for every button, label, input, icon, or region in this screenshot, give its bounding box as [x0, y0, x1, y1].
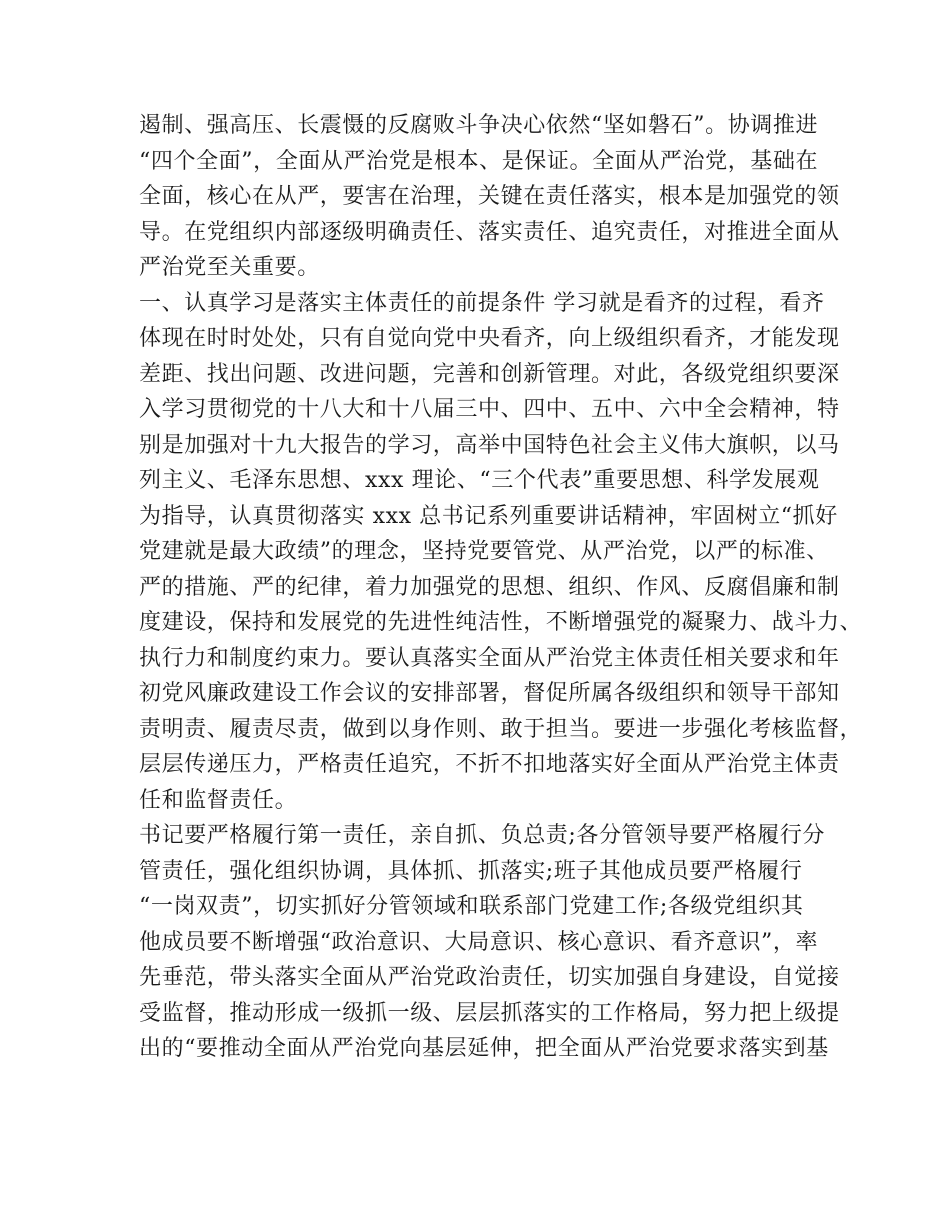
text-line: 管责任，强化组织协调，具体抓、抓落实;班子其他成员要严格履行 — [139, 858, 803, 884]
text-line: 列主义、毛泽东思想、xxx 理论、“三个代表”重要思想、科学发展观 — [139, 468, 820, 493]
text-line: “四个全面”，全面从严治党是根本、是保证。全面从严治党，基础在 — [139, 148, 819, 174]
text-line: 责明责、履责尽责，做到以身作则、敢于担当。要进一步强化考核监督， — [139, 716, 863, 742]
text-line: 初党风廉政建设工作会议的安排部署，督促所属各级组织和领导干部知 — [139, 681, 840, 706]
section-heading-line: 一、认真学习是落实主体责任的前提条件 学习就是看齐的过程，看齐 — [139, 290, 825, 316]
text-line: 差距、找出问题、改进问题，完善和创新管理。对此，各级党组织要深 — [139, 361, 840, 387]
text-line: 别是加强对十九大报告的学习，高举中国特色社会主义伟大旗帜，以马 — [139, 432, 840, 458]
text-line: 任和监督责任。 — [139, 787, 298, 813]
text-line: 全面，核心在从严，要害在治理，关键在责任落实，根本是加强党的领 — [139, 184, 840, 209]
text-line: 党建就是最大政绩”的理念，坚持党要管党、从严治党，以严的标准、 — [139, 539, 829, 564]
text-line: 严治党至关重要。 — [139, 255, 320, 280]
text-line: 书记要严格履行第一责任，亲自抓、负总责;各分管领导要严格履行分 — [139, 823, 826, 848]
text-line: 入学习贯彻党的十八大和十八届三中、四中、五中、六中全会精神，特 — [139, 397, 840, 422]
text-line: 先垂范，带头落实全面从严治党政治责任，切实加强自身建设，自觉接 — [139, 965, 840, 990]
text-line: 度建设，保持和发展党的先进性纯洁性，不断增强党的凝聚力、战斗力、 — [139, 610, 863, 635]
text-line: 遏制、强高压、长震慑的反腐败斗争决心依然“坚如磐石”。协调推进 — [139, 113, 819, 138]
text-line: 导。在党组织内部逐级明确责任、落实责任、追究责任，对推进全面从 — [139, 219, 840, 245]
text-line: 执行力和制度约束力。要认真落实全面从严治党主体责任相关要求和年 — [139, 645, 840, 671]
text-line: 出的“要推动全面从严治党向基层延伸，把全面从严治党要求落实到基 — [139, 1036, 829, 1061]
text-line: 严的措施、严的纪律，着力加强党的思想、组织、作风、反腐倡廉和制 — [139, 574, 840, 600]
text-line: 体现在时时处处，只有自觉向党中央看齐，向上级组织看齐，才能发现 — [139, 326, 840, 351]
document-body-text — [139, 108, 863, 1067]
text-line: 受监督，推动形成一级抓一级、层层抓落实的工作格局，努力把上级提 — [139, 1000, 840, 1026]
text-line: “一岗双责”，切实抓好分管领域和联系部门党建工作;各级党组织其 — [139, 894, 804, 919]
text-line: 为指导，认真贯彻落实 xxx 总书记系列重要讲话精神，牢固树立“抓好 — [139, 503, 838, 529]
text-line: 他成员要不断增强“政治意识、大局意识、核心意识、看齐意识”，率 — [139, 929, 819, 955]
text-line: 层层传递压力，严格责任追究，不折不扣地落实好全面从严治党主体责 — [139, 752, 840, 777]
